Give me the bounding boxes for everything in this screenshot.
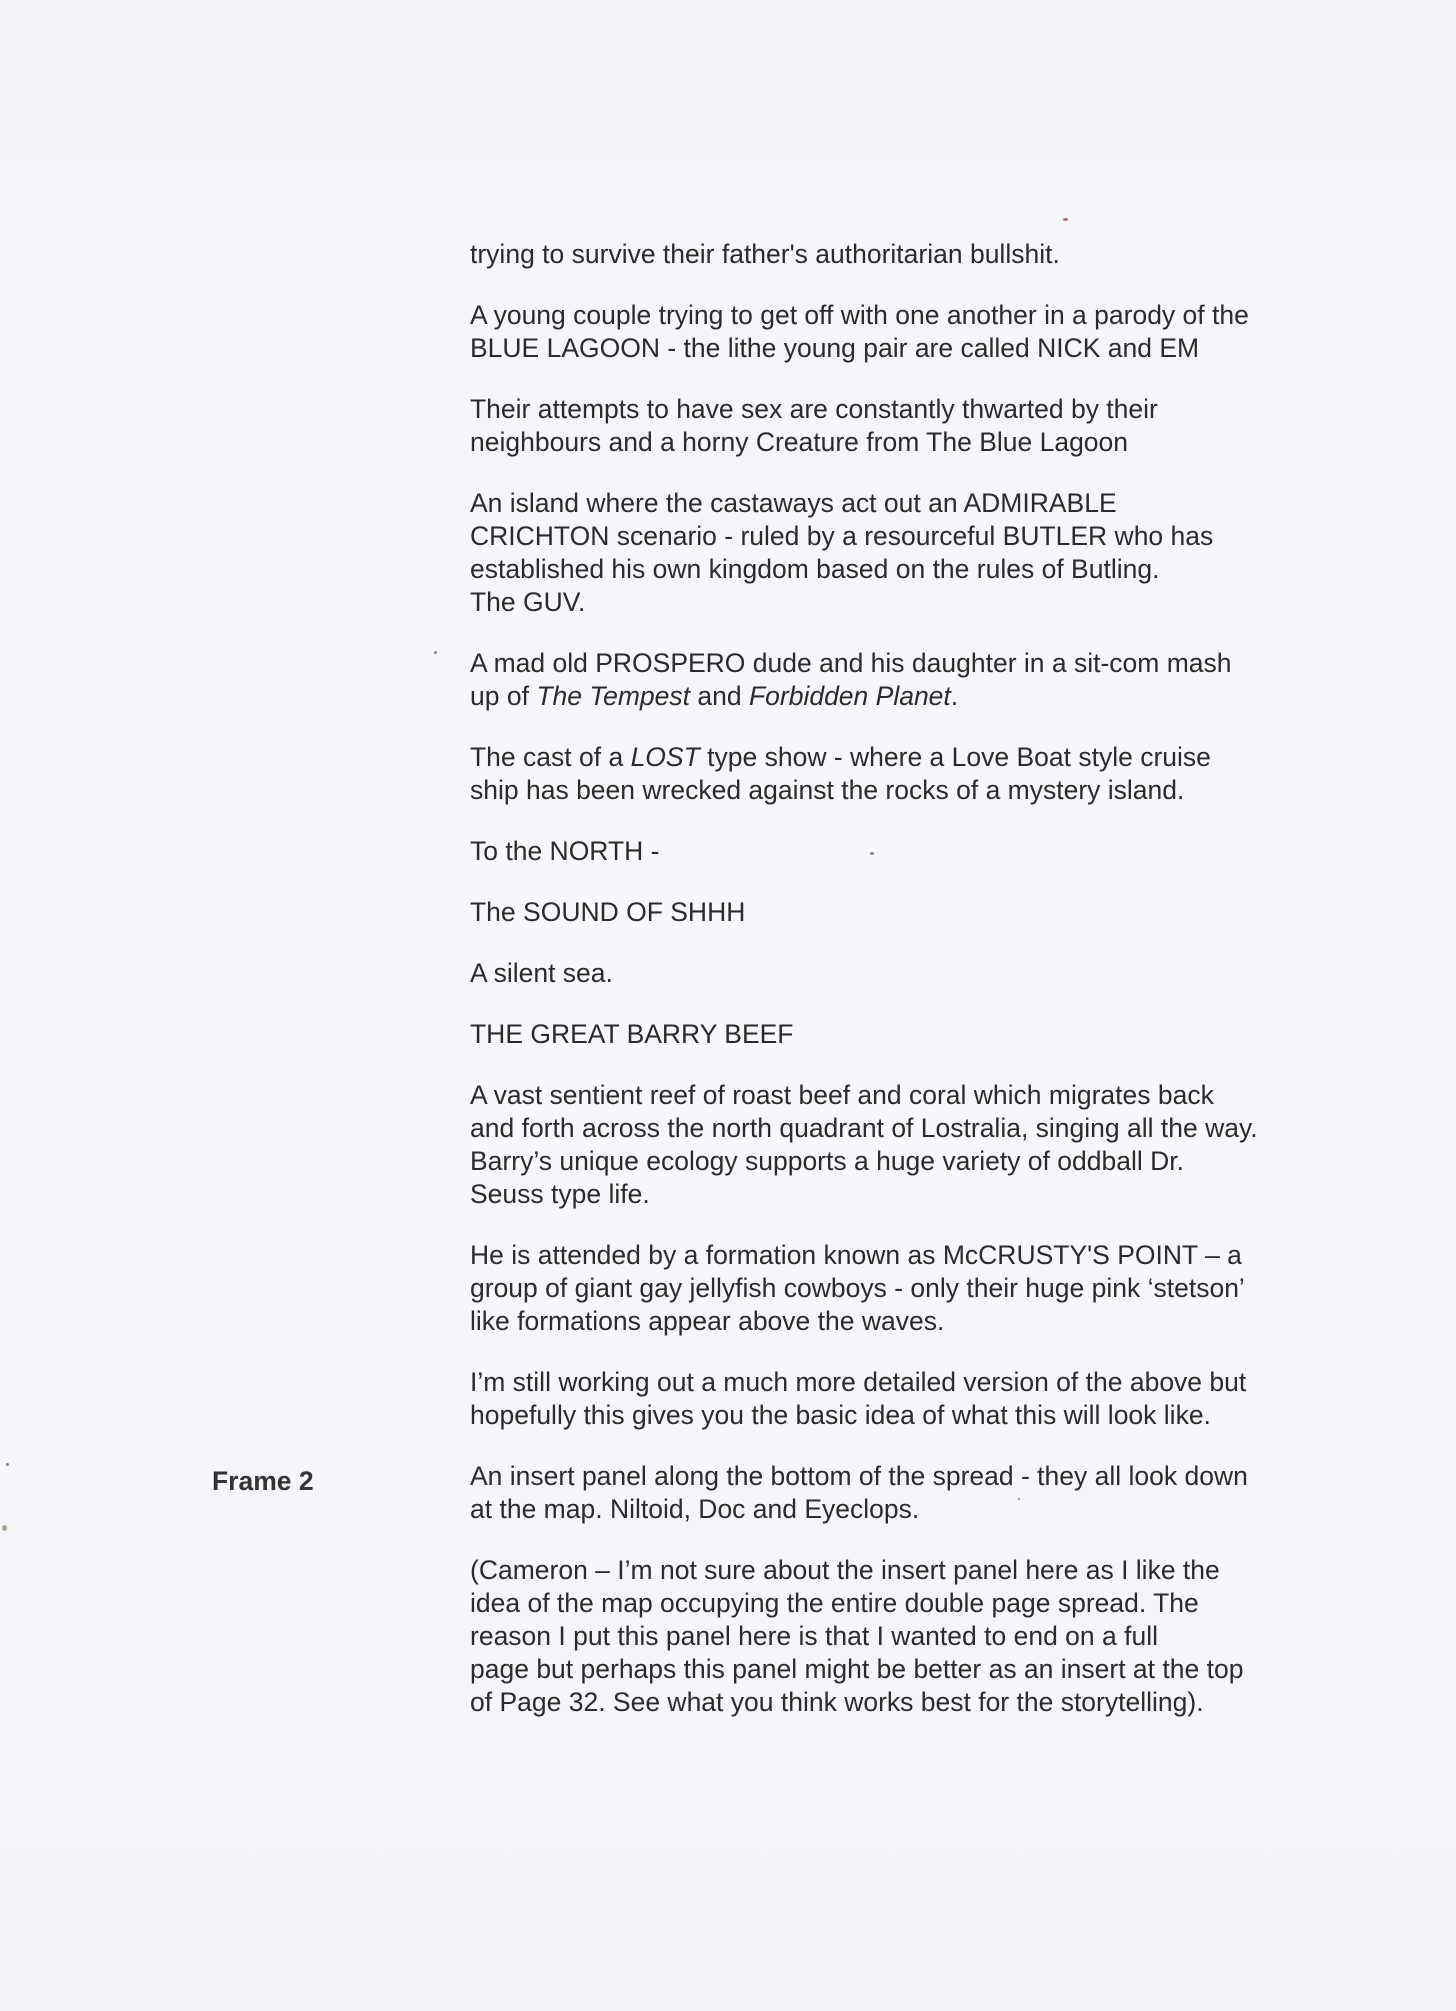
- text-line: [470, 1239, 1350, 1272]
- text-run: like formations appear above the waves.: [470, 1306, 945, 1336]
- text-run: He is attended by a formation known as McCRUSTY'S POINT – a: [470, 1240, 1242, 1270]
- text-run: A vast sentient reef of roast beef and coral which migrates back: [470, 1080, 1214, 1110]
- text-run: of Page 32. See what you think works best for the storytelling).: [470, 1687, 1204, 1717]
- text-run: The cast of a: [470, 742, 631, 772]
- text-line: [470, 680, 1350, 713]
- scan-speck: [2, 1525, 7, 1531]
- text-line: [470, 1399, 1350, 1432]
- text-line: [470, 520, 1350, 553]
- paragraph: [470, 299, 1350, 365]
- text-line: [470, 835, 1350, 868]
- text-line: [470, 487, 1350, 520]
- text-line: [470, 1272, 1350, 1305]
- paragraph: [470, 1366, 1350, 1432]
- text-run: The SOUND OF SHHH: [470, 897, 746, 927]
- text-line: [470, 1145, 1350, 1178]
- text-line: [470, 553, 1350, 586]
- text-line: [470, 586, 1350, 619]
- text-line: [470, 1493, 1350, 1526]
- text-run: idea of the map occupying the entire double page spread. The: [470, 1588, 1199, 1618]
- paragraph: [470, 1018, 1350, 1051]
- text-line: [470, 741, 1350, 774]
- text-run: and forth across the north quadrant of Lostralia, singing all the way.: [470, 1113, 1258, 1143]
- text-run: type show - where a Love Boat style cruise: [699, 742, 1211, 772]
- text-line: [470, 1018, 1350, 1051]
- text-run: BLUE LAGOON - the lithe young pair are called NICK and EM: [470, 333, 1200, 363]
- text-run: established his own kingdom based on the rules of Butling.: [470, 554, 1160, 584]
- text-line: [470, 957, 1350, 990]
- paragraph: [470, 741, 1350, 807]
- text-line: [470, 426, 1350, 459]
- text-run: Seuss type life.: [470, 1179, 650, 1209]
- paragraph: [470, 238, 1350, 271]
- paragraph: [470, 835, 1350, 868]
- text-run: Barry’s unique ecology supports a huge variety of oddball Dr.: [470, 1146, 1184, 1176]
- text-run: up of: [470, 681, 537, 711]
- text-line: [470, 1620, 1350, 1653]
- text-line: [470, 1305, 1350, 1338]
- italic-title: The Tempest: [536, 681, 690, 711]
- text-line: [470, 1686, 1350, 1719]
- scan-speck: [1063, 218, 1068, 221]
- text-run: group of giant gay jellyfish cowboys - only their huge pink ‘stetson’: [470, 1273, 1245, 1303]
- paragraph: [470, 647, 1350, 713]
- scan-speck: [434, 651, 437, 654]
- paragraph: [470, 957, 1350, 990]
- text-run: A young couple trying to get off with one another in a parody of the: [470, 300, 1249, 330]
- text-line: [470, 393, 1350, 426]
- text-run: I’m still working out a much more detailed version of the above but: [470, 1367, 1247, 1397]
- paragraph: [470, 1079, 1350, 1211]
- text-run: and: [690, 681, 749, 711]
- text-run: reason I put this panel here is that I wanted to end on a full: [470, 1621, 1158, 1651]
- text-run: CRICHTON scenario - ruled by a resourceful BUTLER who has: [470, 521, 1214, 551]
- text-run: An island where the castaways act out an ADMIRABLE: [470, 488, 1117, 518]
- text-run: An insert panel along the bottom of the spread - they all look down: [470, 1461, 1248, 1491]
- paragraph: [470, 1460, 1350, 1526]
- text-line: [470, 1554, 1350, 1587]
- scan-speck: [1018, 1498, 1020, 1500]
- text-line: [470, 1460, 1350, 1493]
- text-run: ship has been wrecked against the rocks of a mystery island.: [470, 775, 1185, 805]
- text-run: page but perhaps this panel might be better as an insert at the top: [470, 1654, 1244, 1684]
- scan-speck: [6, 1463, 9, 1466]
- italic-title: Forbidden Planet: [748, 681, 951, 711]
- paragraph: [470, 393, 1350, 459]
- paragraph: [470, 1554, 1350, 1719]
- text-line: [470, 896, 1350, 929]
- text-line: [470, 299, 1350, 332]
- text-run: Their attempts to have sex are constantly thwarted by their: [470, 394, 1158, 424]
- paragraph: [470, 1239, 1350, 1338]
- text-run: .: [950, 681, 959, 711]
- text-run: The GUV.: [470, 587, 586, 617]
- text-line: [470, 332, 1350, 365]
- text-run: trying to survive their father's authoritarian bullshit.: [470, 239, 1060, 269]
- text-run: at the map. Niltoid, Doc and Eyeclops.: [470, 1494, 920, 1524]
- script-body: [470, 238, 1350, 1747]
- text-run: hopefully this gives you the basic idea of what this will look like.: [470, 1400, 1211, 1430]
- text-run: A mad old PROSPERO dude and his daughter in a sit-com mash: [470, 648, 1232, 678]
- italic-title: LOST: [630, 742, 700, 772]
- scan-speck: [870, 852, 874, 855]
- text-line: [470, 1366, 1350, 1399]
- text-line: [470, 238, 1350, 271]
- paragraph: [470, 487, 1350, 619]
- paragraph: [470, 896, 1350, 929]
- text-line: [470, 647, 1350, 680]
- text-run: (Cameron – I’m not sure about the insert panel here as I like the: [470, 1555, 1220, 1585]
- text-line: [470, 1653, 1350, 1686]
- text-line: [470, 1079, 1350, 1112]
- frame-label: Frame 2: [212, 1466, 314, 1496]
- text-line: [470, 1178, 1350, 1211]
- text-line: [470, 1112, 1350, 1145]
- text-run: neighbours and a horny Creature from The Blue Lagoon: [470, 427, 1129, 457]
- text-line: [470, 774, 1350, 807]
- text-line: [470, 1587, 1350, 1620]
- text-run: A silent sea.: [470, 958, 613, 988]
- text-run: THE GREAT BARRY BEEF: [470, 1019, 794, 1049]
- text-run: To the NORTH -: [470, 836, 660, 866]
